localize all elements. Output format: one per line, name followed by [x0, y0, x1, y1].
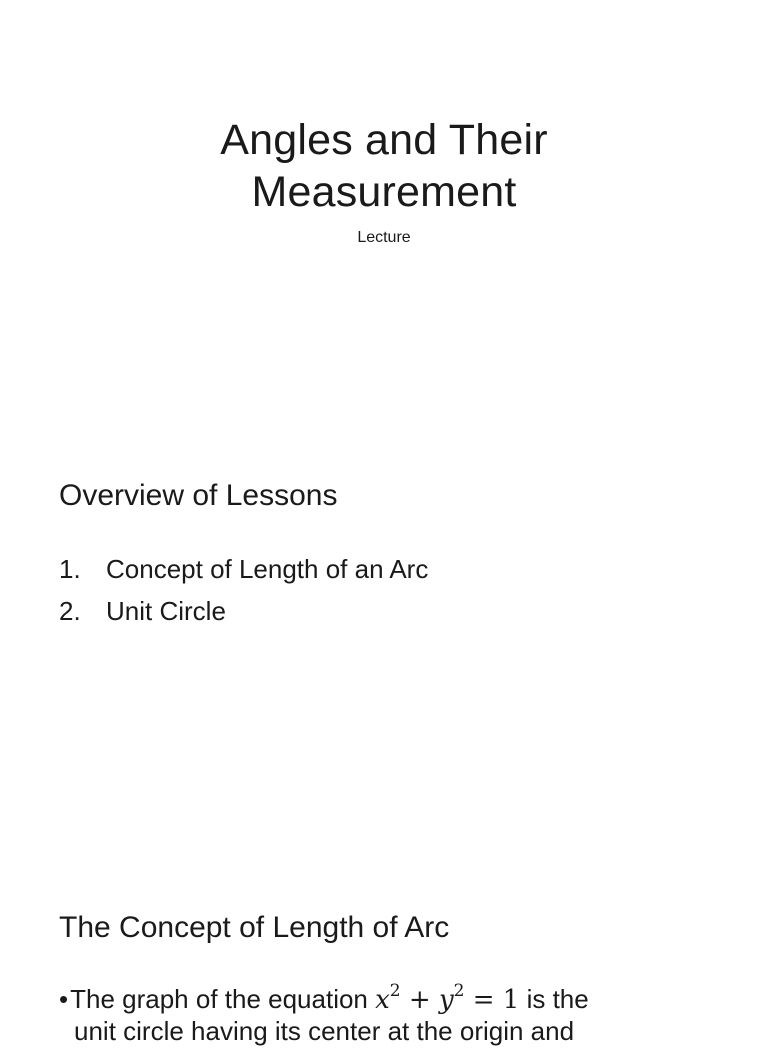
bullet-icon: •	[59, 984, 69, 1014]
equation-exponent-y: 2	[453, 981, 465, 1001]
lesson-list	[59, 548, 428, 632]
slide-title-line-1: Angles and Their	[220, 116, 548, 164]
concept-heading: The Concept of Length of Arc	[59, 911, 450, 944]
lesson-number: 1.	[59, 554, 81, 584]
overview-heading: Overview of Lessons	[59, 479, 338, 512]
equation	[375, 981, 520, 1015]
lesson-item	[59, 590, 428, 632]
equation-plus: +	[400, 985, 439, 1015]
slide-title-line-2: Measurement	[251, 168, 517, 216]
equation-equals: = 1	[464, 985, 520, 1015]
lesson-item	[59, 548, 428, 590]
concept-slide	[0, 868, 768, 1046]
lesson-label: Concept of Length of an Arc	[106, 554, 429, 584]
slide-subtitle: Lecture	[357, 229, 411, 246]
lesson-label: Unit Circle	[106, 596, 226, 626]
bullet-text-continuation: unit circle having its center at the origin and	[74, 1016, 575, 1046]
equation-y: y	[438, 985, 454, 1015]
title-slide	[0, 0, 768, 432]
equation-x: x	[375, 985, 390, 1015]
overview-slide	[0, 434, 768, 866]
bullet-text-before: The graph of the equation	[70, 984, 376, 1014]
bullet-text-after: is the	[519, 984, 589, 1014]
lesson-number: 2.	[59, 596, 81, 626]
equation-exponent-x: 2	[389, 981, 401, 1001]
slide-title	[0, 114, 768, 218]
